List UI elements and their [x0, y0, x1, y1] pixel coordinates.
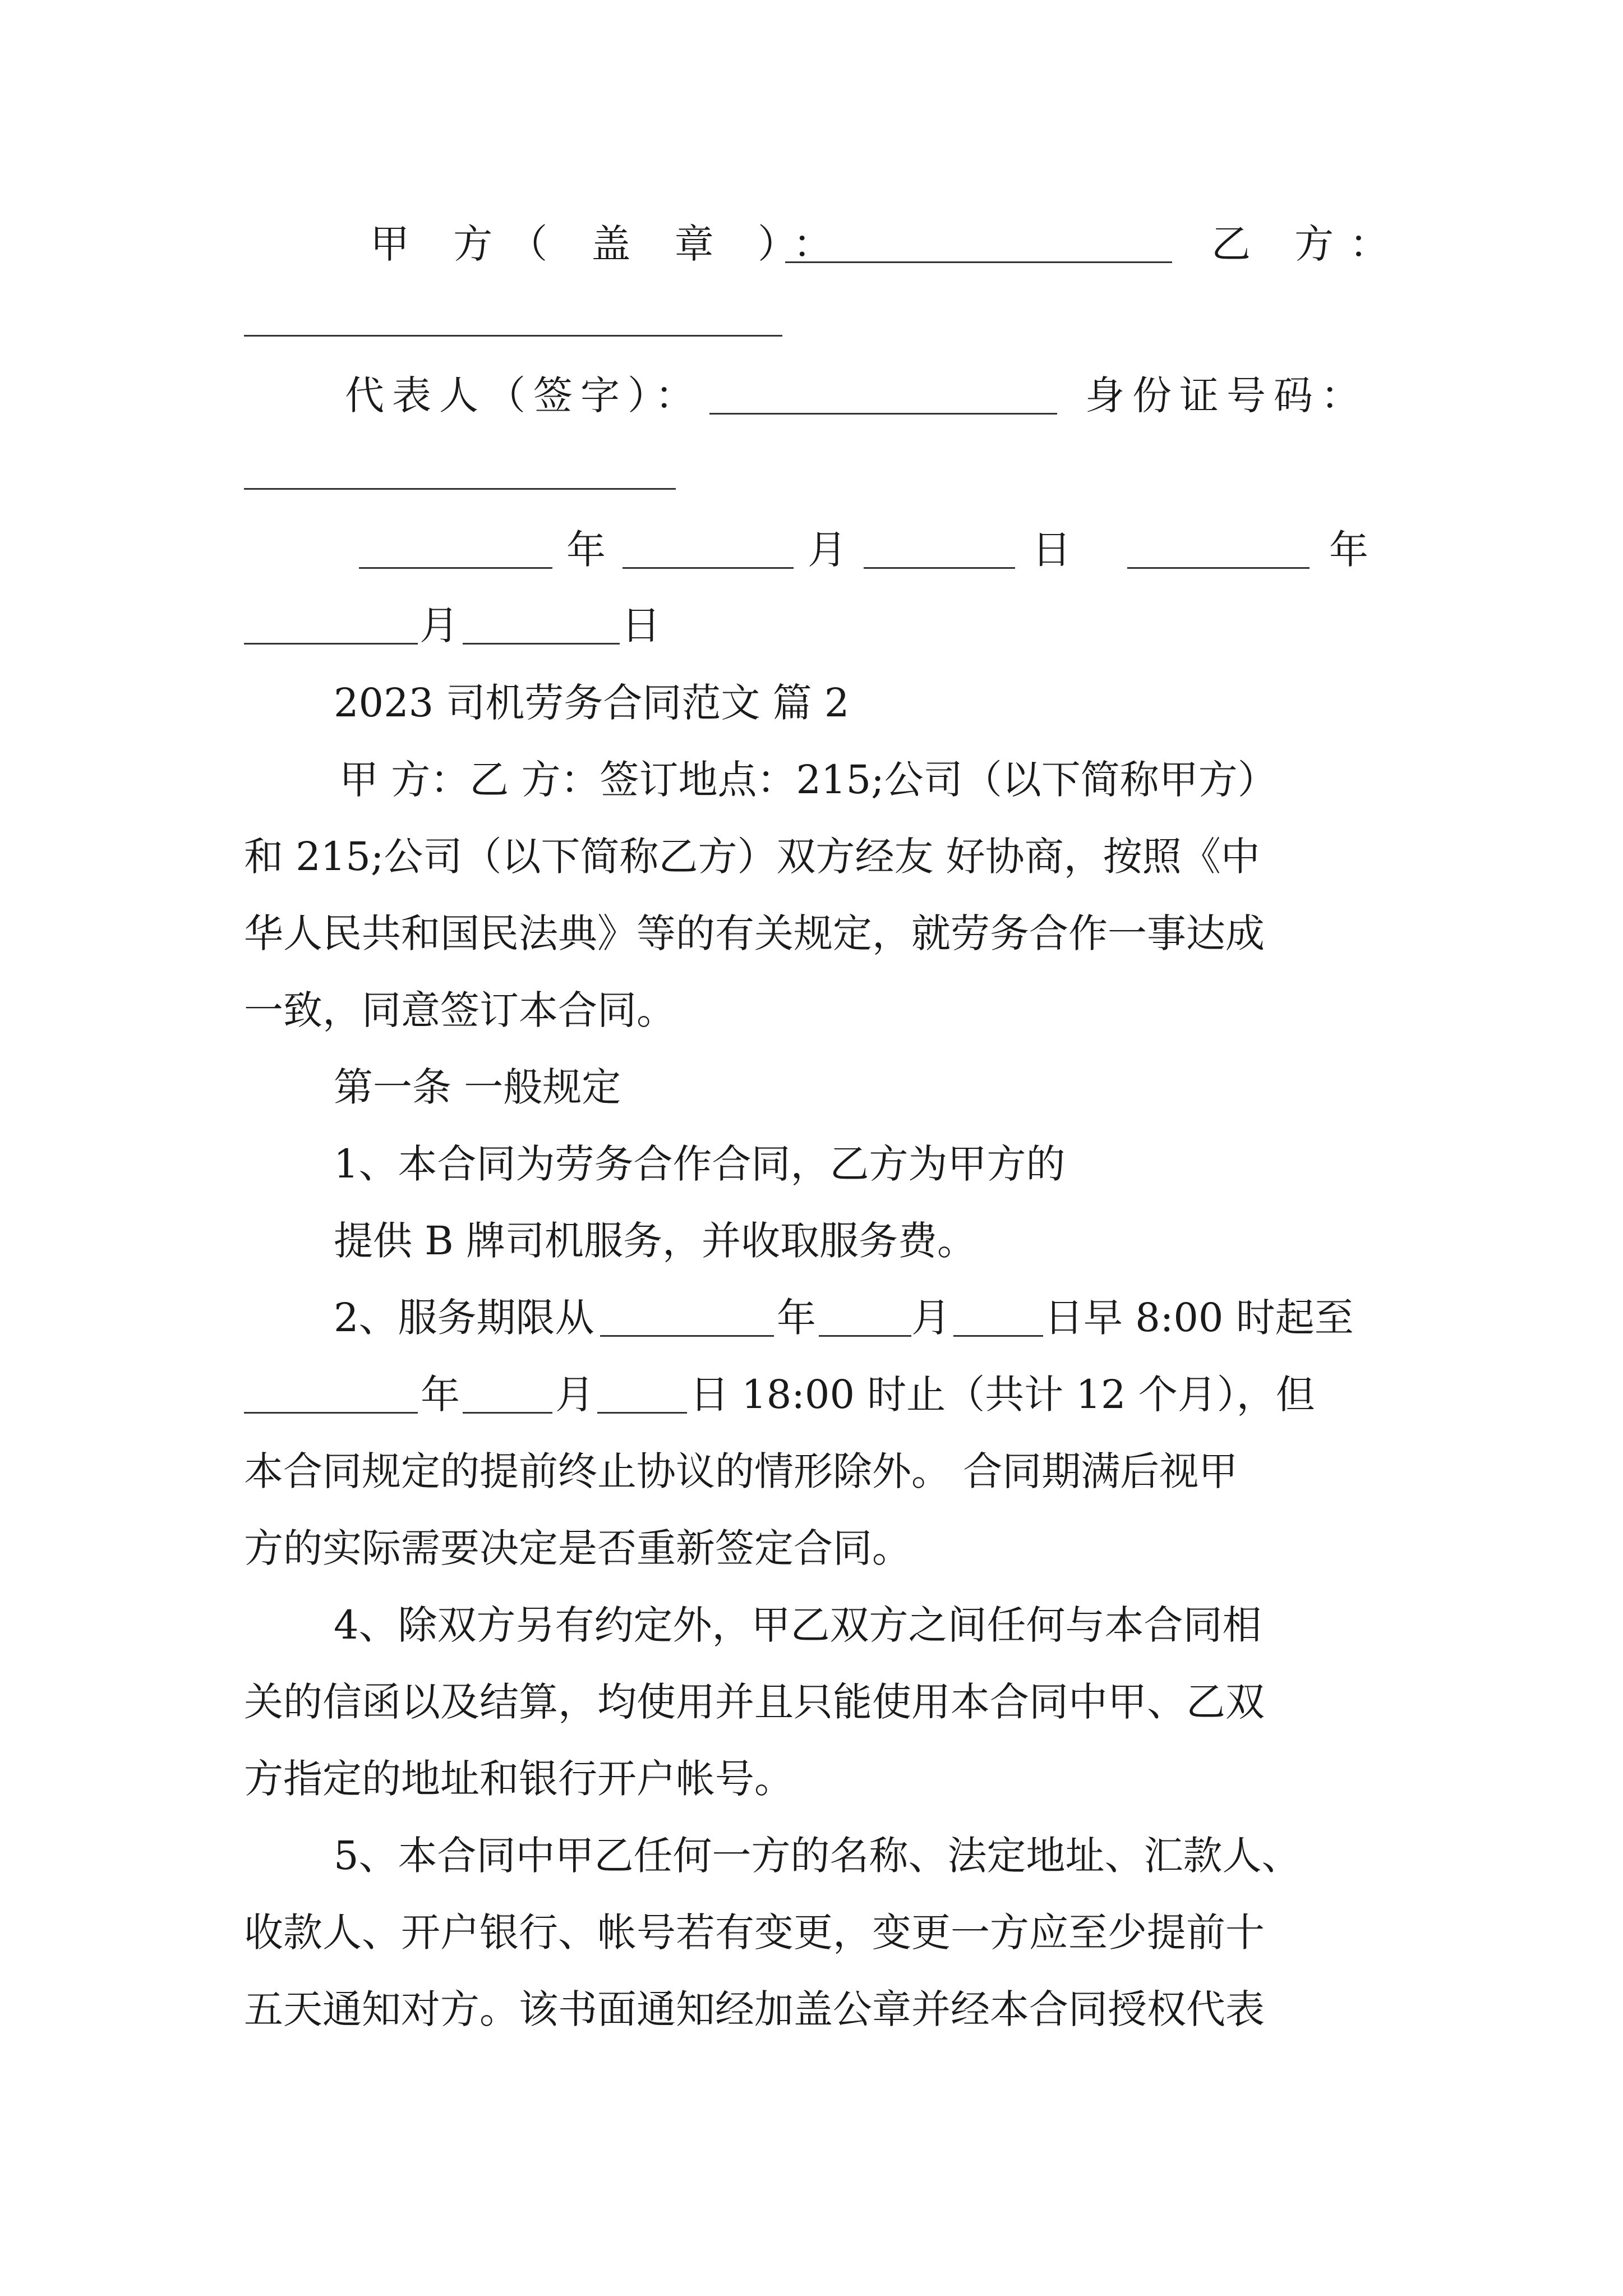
date-b-year-blank	[1127, 567, 1310, 569]
item-4-line-2: 关的信函以及结算，均使用并且只能使用本合同中甲、乙双	[244, 1679, 1265, 1725]
service-end-month-blank	[463, 1412, 552, 1414]
signature-date-line-2	[0, 595, 1623, 656]
date-b-day: 日	[621, 602, 661, 648]
intro-line-3: 华人民共和国民法典》等的有关规定，就劳务合作一事达成	[244, 910, 1265, 956]
id-number-label: 身份证号码：	[1085, 372, 1368, 418]
article-heading: 第一条 一般规定	[334, 1064, 621, 1110]
date-a-year: 年	[566, 527, 606, 573]
date-b-day-blank	[463, 643, 620, 645]
party-a-seal-label: 甲 方（ 盖 章 ）：	[370, 221, 849, 267]
date-b-year: 年	[1329, 527, 1368, 573]
intro-line-4: 一致，同意签订本合同。	[244, 987, 676, 1033]
item-5-line-2: 收款人、开户银行、帐号若有变更，变更一方应至少提前十	[244, 1910, 1265, 1955]
intro-line-1: 甲 方：乙 方：签订地点：215;公司（以下简称甲方）	[339, 757, 1277, 803]
date-a-day: 日	[1032, 527, 1071, 573]
date-a-month-blank	[623, 567, 794, 569]
section-title: 2023 司机劳务合同范文 篇 2	[334, 680, 850, 726]
service-start-month-blank	[819, 1335, 911, 1337]
item-1-line-1: 1、本合同为劳务合作合同，乙方为甲方的	[334, 1141, 1066, 1187]
item-5-line-3: 五天通知对方。该书面通知经加盖公章并经本合同授权代表	[244, 1986, 1265, 2032]
date-b-month-blank	[244, 643, 418, 645]
signature-date-line	[0, 519, 1623, 581]
service-end-year-blank	[244, 1412, 418, 1414]
intro-line-2: 和 215;公司（以下简称乙方）双方经友 好协商，按照《中	[244, 834, 1260, 880]
date-a-day-blank	[864, 567, 1015, 569]
party-b-label: 乙 方：	[1211, 221, 1405, 267]
service-start-year-blank	[600, 1335, 774, 1337]
item-2-line-4: 方的实际需要决定是否重新签定合同。	[244, 1525, 911, 1571]
signature-line-representative	[0, 365, 1623, 426]
id-number-blank	[244, 488, 676, 490]
date-a-year-blank	[359, 567, 552, 569]
date-b-month: 月	[419, 602, 459, 648]
item-2-line-2: 年 月 日 18:00 时止（共计 12 个月），但	[0, 1364, 1623, 1425]
item-2-line-3: 本合同规定的提前终止协议的情形除外。 合同期满后视甲	[244, 1448, 1238, 1494]
party-b-blank	[244, 335, 782, 337]
item-4-line-1: 4、除双方另有约定外，甲乙双方之间任何与本合同相	[334, 1602, 1262, 1648]
service-end-day-blank	[597, 1412, 687, 1414]
signature-line-party-a	[0, 213, 1623, 275]
date-a-month: 月	[808, 527, 847, 573]
item-4-line-3: 方指定的地址和银行开户帐号。	[244, 1756, 794, 1802]
item-1-line-2: 提供 B 牌司机服务，并收取服务费。	[334, 1218, 976, 1264]
representative-blank	[709, 413, 1057, 415]
representative-label: 代表人（签字）：	[345, 372, 702, 418]
service-start-day-blank	[953, 1335, 1043, 1337]
item-5-line-1: 5、本合同中甲乙任何一方的名称、法定地址、汇款人、	[334, 1833, 1301, 1879]
item-2-line-1: 2、服务期限从 年 月 日早 8:00 时起至	[334, 1295, 1354, 1341]
party-a-seal-blank	[785, 261, 1172, 263]
